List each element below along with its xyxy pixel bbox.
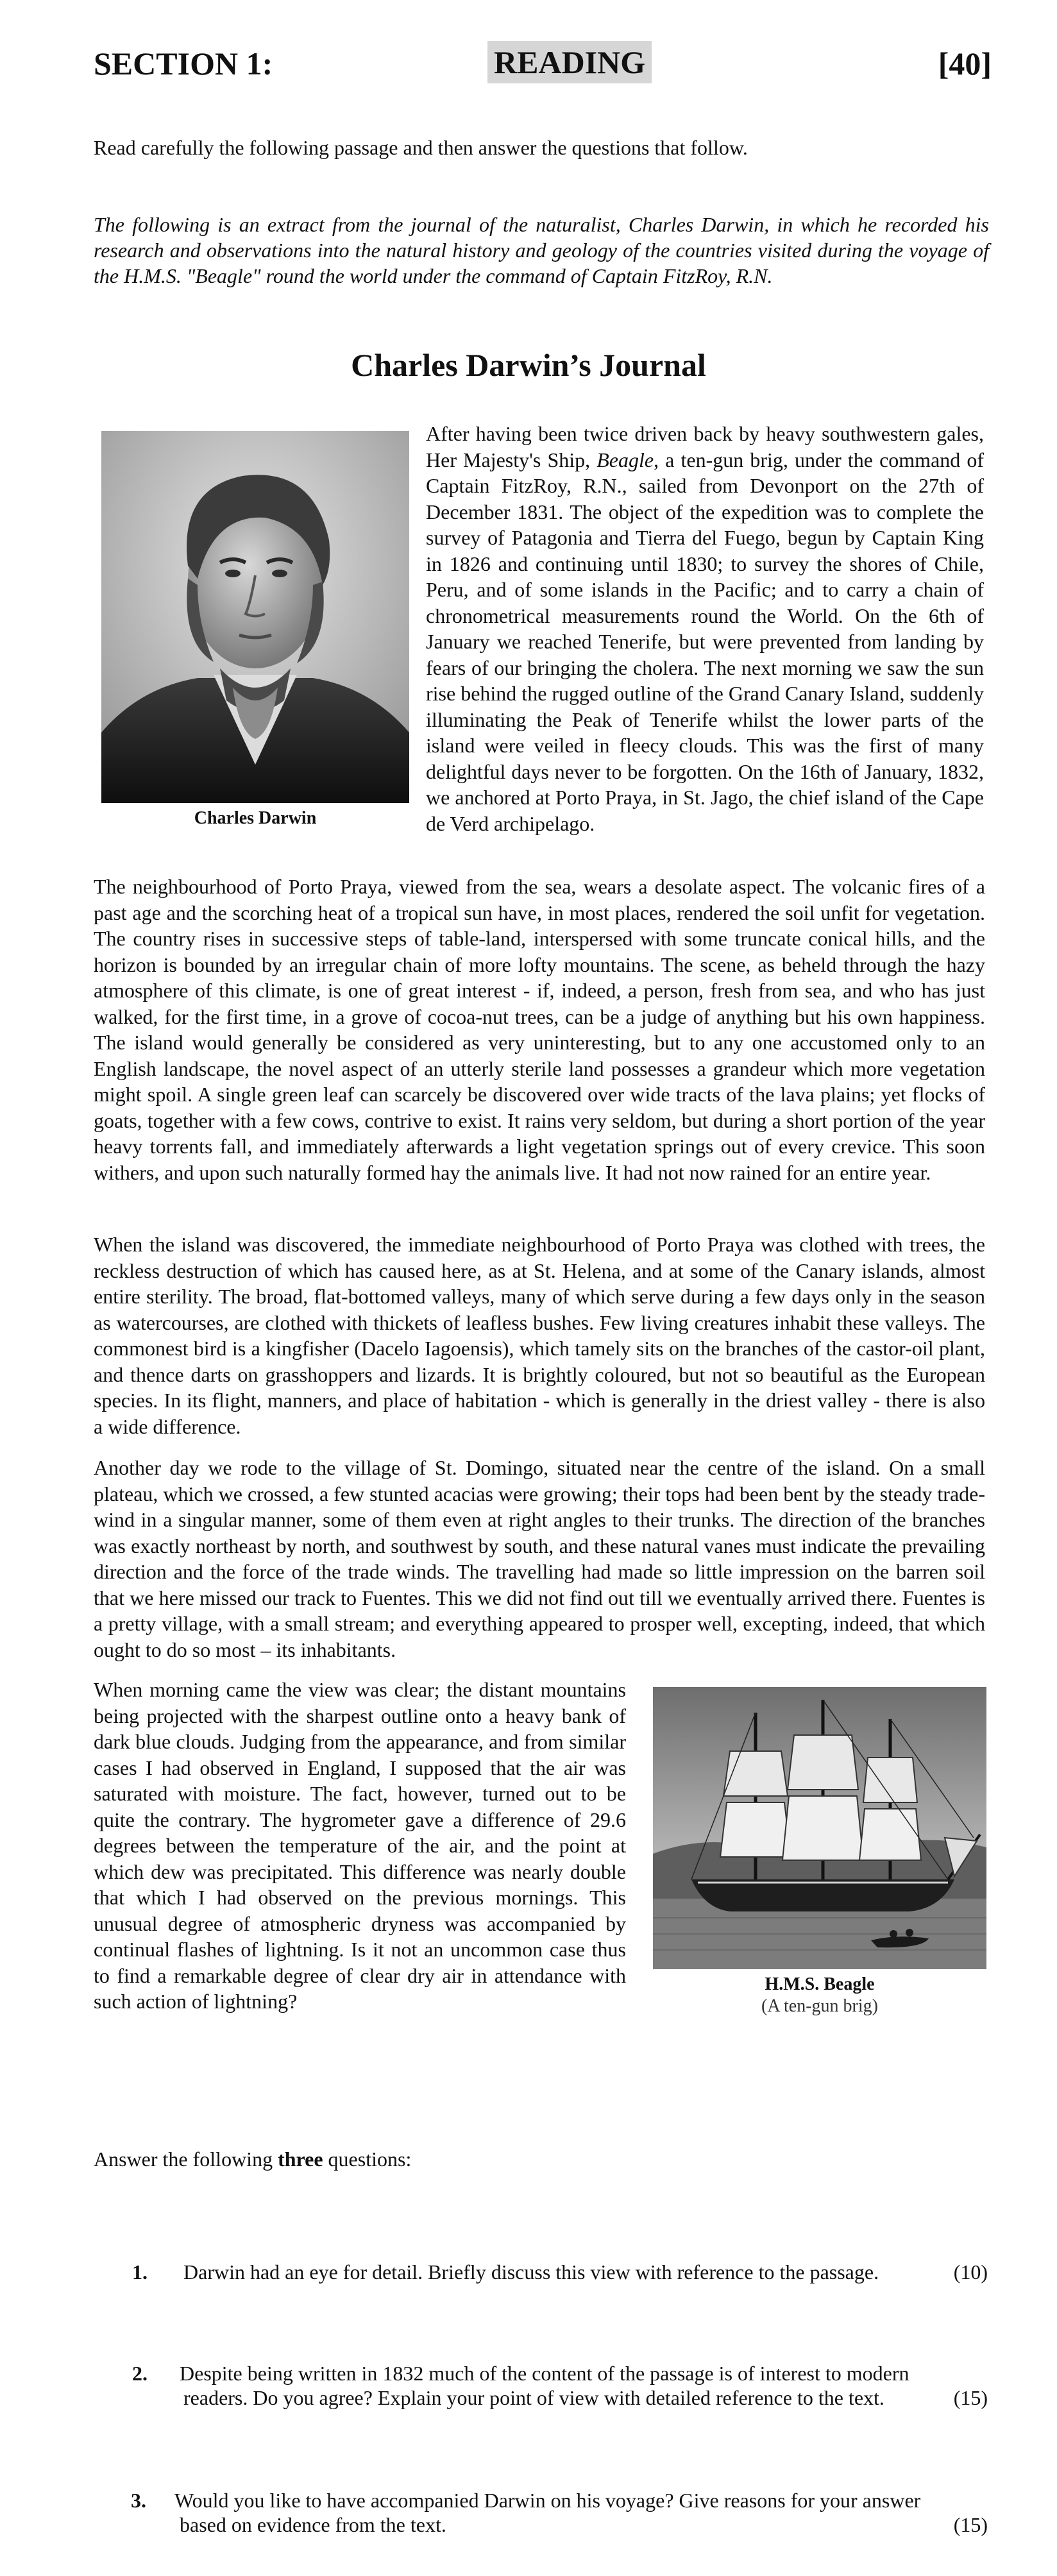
darwin-portrait-image (101, 431, 409, 803)
questions-instruction-start: Answer the following (94, 2148, 278, 2171)
paragraph-4: Another day we rode to the village of St. Domingo, situated near the centre of the island. On a small plateau, which we crossed, a few stunted acacias were growing; their tops had been bent by the steady trade-wind in a singular manner, some of them even at right angles to their trunks. The direction of the branches was exactly northeast by north, and southwest by south, and these natural vanes must indicate the prevailing direction and the force of the trade winds. The travelling had made so little impression on the barren soil that we here missed our track to Fuentes. This we did not find out till we eventually arrived there. Fuentes is a pretty village, with a small stream; and everything appeared to prosper well, excepting, indeed, that which ought to do so most – its inhabitants. (94, 1456, 985, 1661)
questions-count-emphasis: three (278, 2148, 323, 2171)
question-text-line-1: Despite being written in 1832 much of the content of the passage is of interest to modern (180, 2362, 909, 2385)
question-1 (94, 2259, 988, 2287)
question-number: 2. (132, 2362, 148, 2385)
question-text-line-1: Would you like to have accompanied Darwin on his voyage? Give reasons for your answer (174, 2489, 921, 2512)
question-text-line-2: based on evidence from the text. (180, 2513, 446, 2536)
section-title-highlighted: READING (487, 41, 652, 83)
ship-caption: H.M.S. Beagle (765, 1974, 875, 1994)
question-3 (94, 2487, 988, 2541)
questions-instruction-end: questions: (323, 2148, 412, 2171)
paragraph-2: The neighbourhood of Porto Praya, viewed from the sea, wears a desolate aspect. The volcanic fires of a past age and the scorching heat of a tropical sun have, in most places, rendered the soil unfit for vegetation. The country rises in successive steps of table-land, interspersed with some truncate conical hills, and the horizon is bounded by an irregular chain of more lofty mountains. The scene, as beheld through the hazy atmosphere of this climate, is one of great interest - if, indeed, a person, fresh from sea, and who has just walked, for the first time, in a grove of cocoa-nut trees, can be a judge of anything but his own happiness. The island would generally be considered as very uninteresting, but to any one accustomed only to an English landscape, the novel aspect of an utterly sterile land possesses a grandeur which more vegetation might spoil. A single green leaf can scarcely be discovered over wide tracts of the lava plains; yet flocks of goats, together with a few cows, contrive to exist. It rains very seldom, but during a short portion of the year heavy torrents fall, and immediately afterwards a light vegetation springs out of every crevice. This soon withers, and upon such naturally formed hay the animals live. It had not now rained for an entire year. (94, 875, 985, 1184)
question-marks: (15) (953, 2513, 988, 2536)
question-marks: (10) (953, 2260, 988, 2284)
ship-subcaption: (A ten-gun brig) (761, 1996, 878, 2016)
reading-instruction: Read carefully the following passage and then answer the questions that follow. (94, 136, 748, 159)
question-number: 1. (132, 2260, 148, 2284)
question-number: 3. (131, 2489, 146, 2512)
question-text-line-2: readers. Do you agree? Explain your point of view with detailed reference to the text. (183, 2386, 884, 2409)
question-marks: (15) (953, 2386, 988, 2409)
journal-title: Charles Darwin’s Journal (351, 347, 706, 383)
portrait-figure (101, 431, 409, 829)
paragraph-1-rest: , a ten-gun brig, under the command of Captain FitzRoy, R.N., sailed from Devonport on the 27th of December 1831. The object of the expedition was to complete the survey of Patagonia and Tierra del Fuego, begun by Captain King in 1826 and continuing until 1830; to survey the shores of Chile, Peru, and of some islands in the Pacific; and to carry a chain of chronometrical measurements round the World. On the 6th of January we reached Tenerife, but were prevented from landing by fears of our bringing the cholera. The next morning we saw the sun rise behind the rugged outline of the Grand Canary Island, suddenly illuminating the Peak of Tenerife whilst the lower parts of the island were veiled in fleecy clouds. This was the first of many delightful days never to be forgotten. On the 16th of January, 1832, we anchored at Porto Praya, in St. Jago, the chief island of the Cape de Verd archipelago. (426, 448, 985, 835)
beagle-ship-image (653, 1687, 986, 1969)
portrait-caption: Charles Darwin (194, 808, 317, 828)
ship-name-italic: Beagle (596, 448, 654, 471)
questions-instruction (94, 2148, 992, 2171)
section-marks: [40] (938, 46, 992, 81)
paragraph-1-start: After having been twice driven back by heavy southwestern gales, Her Majesty's Ship, (426, 422, 984, 471)
section-header (94, 45, 992, 90)
section-label: SECTION 1: (94, 46, 273, 81)
paragraph-3: When the island was discovered, the immediate neighbourhood of Porto Praya was clothed with trees, the reckless destruction of which has caused here, as at St. Helena, and at some of the Canary islands, almost entire sterility. The broad, flat-bottomed valleys, many of which serve during a few days only in the season as watercourses, are clothed with thickets of leafless bushes. Few living creatures inhabit these valleys. The commonest bird is a kingfisher (Dacelo Iagoensis), which tamely sits on the branches of the castor-oil plant, and thence darts on grasshoppers and lizards. It is brightly coloured, but not so beautiful as the European species. In its flight, manners, and place of habitation - which is generally in the driest valley - there is also a wide difference. (94, 1233, 985, 1438)
question-2 (94, 2360, 988, 2414)
ship-figure (653, 1687, 986, 2017)
paragraph-5: When morning came the view was clear; the distant mountains being projected with the sharpest outline onto a heavy bank of dark blue clouds. Judging from the appearance, and from similar cases I had observed in England, I supposed that the air was saturated with moisture. The fact, however, turned out to be quite the contrary. The hygrometer gave a difference of 29.6 degrees between the temperature of the air, and the point at which dew was precipitated. This difference was nearly double that which I had observed on the previous mornings. This unusual degree of atmospheric dryness was accompanied by continual flashes of lightning. Is it not an uncommon case thus to find a remarkable degree of clear dry air in attendance with such action of lightning? (94, 1678, 626, 2013)
passage-intro: The following is an extract from the journal of the naturalist, Charles Darwin, in which he recorded his research and observations into the natural history and geology of the countries visited during the voyage of the H.M.S. "Beagle" round the world under the command of Captain FitzRoy, R.N. (94, 213, 989, 287)
paragraph-1 (426, 421, 984, 836)
question-text: Darwin had an eye for detail. Briefly discuss this view with reference to the passage. (183, 2260, 879, 2284)
